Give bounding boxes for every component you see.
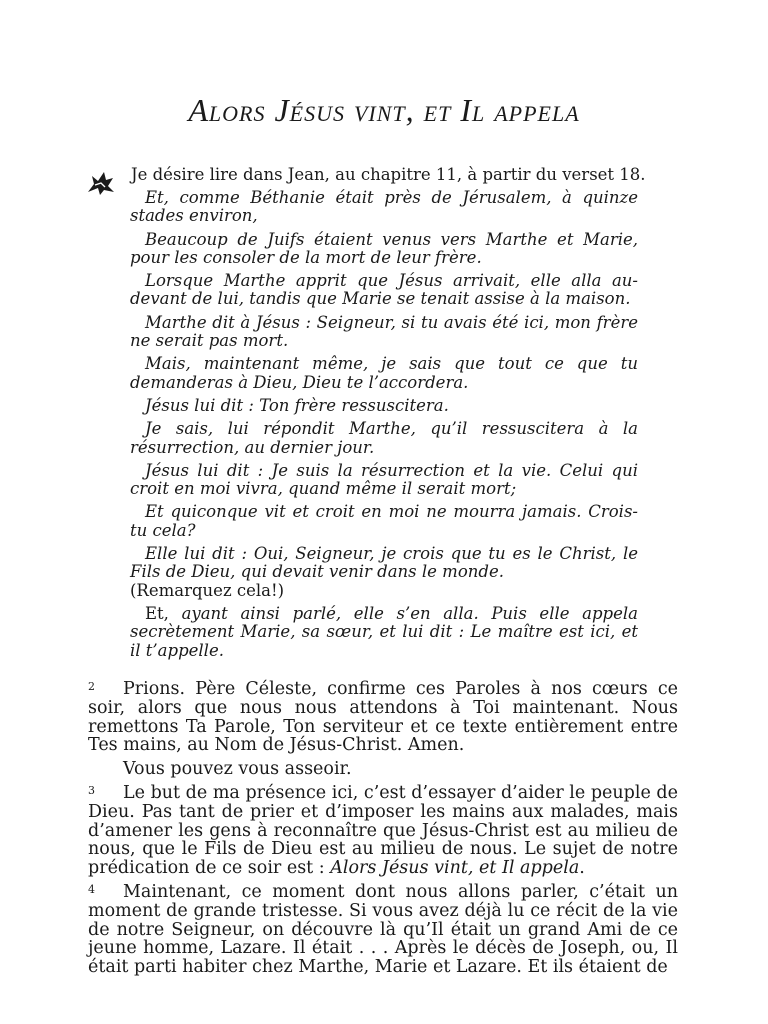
verse: Beaucoup de Juifs étaient venus vers Marthe et Marie, pour les consoler de la mort de leur frère. — [130, 229, 638, 267]
intro-text: Je désire lire dans Jean, au chapitre 11, à partir du verset 18. — [131, 165, 646, 184]
verse: Et, ayant ainsi parlé, elle s’en alla. Puis elle appela secrètement Marie, sa sœur, et lui dit : Le maître est ici, et il t’appelle. — [130, 603, 638, 660]
paragraph: 4 Maintenant, ce moment dont nous allons parler, c’était un moment de grande tristesse. Si vous avez déjà lu ce récit de la vie de notre Seigneur, on découvre là qu’Il était un grand Ami de ce jeune homme, Lazare. Il était . . . Après le décès de Joseph, ou, Il était parti habiter chez Marthe, Marie et Lazare. Et ils étaient de — [88, 881, 678, 978]
paragraph-number: 2 — [88, 680, 95, 693]
verse: Et quiconque vit et croit en moi ne mourra jamais. Crois-tu cela? — [130, 502, 638, 540]
sermon-title-reference: Alors Jésus vint, et Il appela — [330, 858, 580, 879]
verse: Mais, maintenant même, je sais que tout ce que tu demanderas à Dieu, Dieu te l’accordera. — [130, 354, 638, 392]
verse-note: (Remarquez cela!) — [130, 580, 285, 600]
verse-lead: Et, — [145, 603, 169, 623]
paragraph: 2 Prions. Père Céleste, confirme ces Paroles à nos cœurs ce soir, alors que nous nous attendons à Toi maintenant. Nous remettons Ta Parole, Ton serviteur et ce texte entièrement entre Tes mains, au Nom de Jésus-Christ. Amen. — [88, 679, 678, 756]
paragraph: 3 Le but de ma présence ici, c’est d’essayer d’aider le peuple de Dieu. Pas tant de prier et d’imposer les mains aux malades, mais d’amener les gens à reconnaître que Jésus-Christ est au milieu de nous, que le Fils de Dieu est au milieu de nous. Le sujet de notre prédication de ce soir est : Alors Jésus vint, et Il appela. — [88, 782, 678, 879]
dove-icon — [86, 170, 116, 196]
paragraph-number: 4 — [88, 882, 95, 896]
verse: Marthe dit à Jésus : Seigneur, si tu avais été ici, mon frère ne serait pas mort. — [130, 312, 638, 351]
verse: Jésus lui dit : Ton frère ressuscitera. — [145, 395, 449, 415]
verse: Lorsque Marthe apprit que Jésus arrivait, elle alla au-devant de lui, tandis que Marie se tenait assise à la maison. — [130, 271, 638, 309]
verse: Je sais, lui répondit Marthe, qu’il ressuscitera à la résurrection, au dernier jour. — [130, 419, 638, 457]
verse: Jésus lui dit : Je suis la résurrection et la vie. Celui qui croit en moi vivra, quand même il serait mort; — [130, 460, 638, 499]
page-title: Alors Jésus vint, et Il appela — [188, 92, 580, 128]
sermon-body — [88, 680, 678, 982]
paragraph: Vous pouvez vous asseoir. — [123, 759, 352, 780]
scripture-reading — [130, 189, 638, 665]
verse: Elle lui dit : Oui, Seigneur, je crois que tu es le Christ, le Fils de Dieu, qui devait venir dans le monde. (Remarquez cela!) — [130, 544, 638, 600]
paragraph-number: 3 — [88, 783, 95, 797]
verse: Et, comme Béthanie était près de Jérusalem, à quinze stades environ, — [130, 188, 638, 226]
